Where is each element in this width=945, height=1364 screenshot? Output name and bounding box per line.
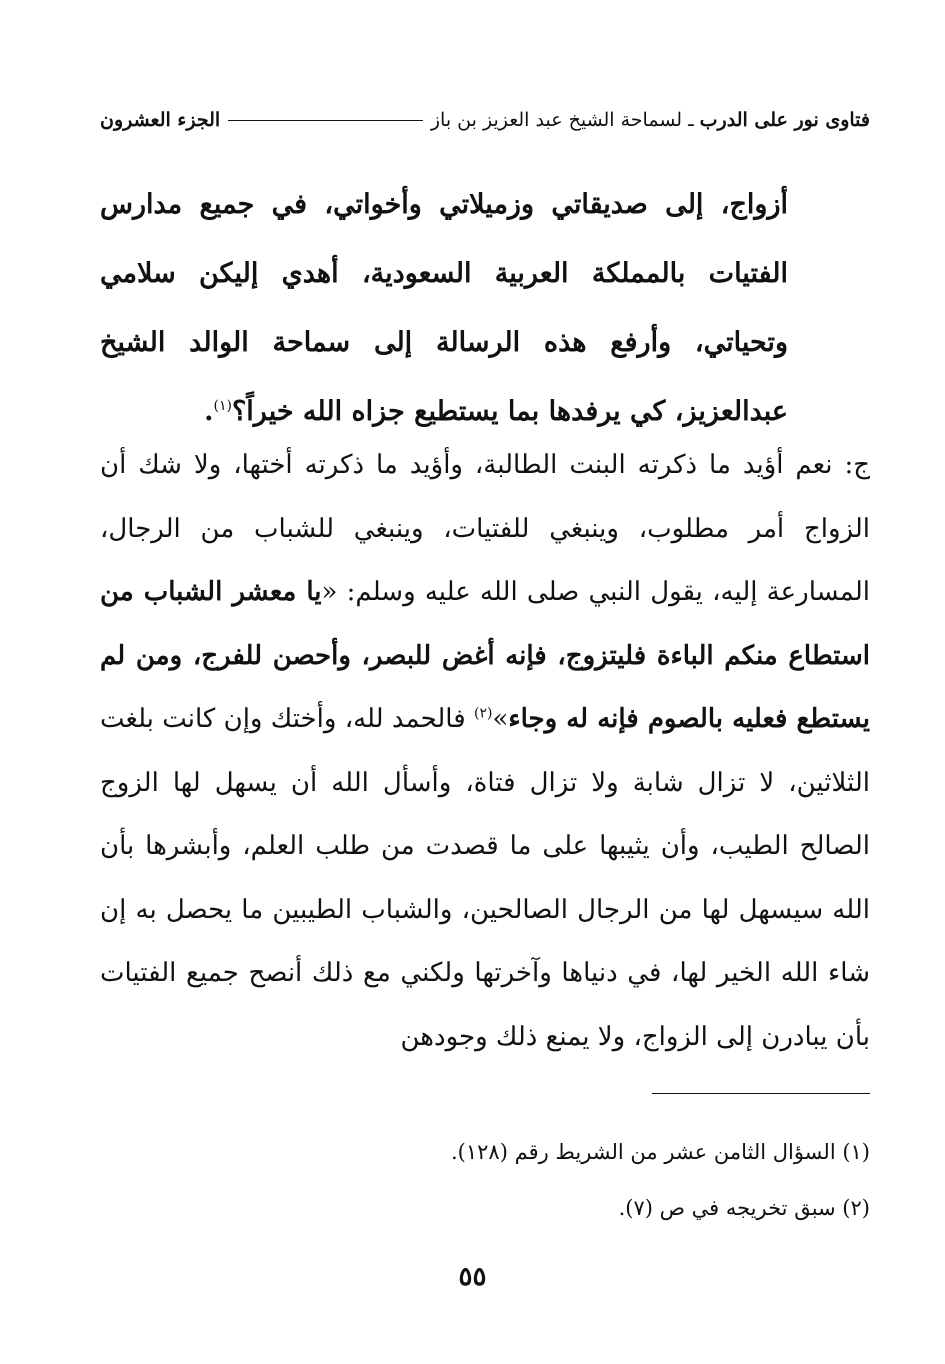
footnote-1: (١) السؤال الثامن عشر من الشريط رقم (١٢٨).: [451, 1140, 870, 1164]
running-header: [100, 100, 870, 140]
footnotes: [100, 1124, 870, 1236]
book-title: فتاوى نور على الدرب: [699, 109, 870, 131]
header-rule: [228, 120, 423, 121]
volume-label: الجزء العشرون: [100, 109, 221, 131]
header-separator: ـ: [688, 109, 694, 131]
hadith-close-quote: »: [492, 704, 509, 734]
question-body: أزواج، إلى صديقاتي وزميلاتي وأخواتي، في جميع مدارس الفتيات بالمملكة العربية السعودية، أهدي إليكن سلامي وتحياتي، وأرفع هذه الرسالة إلى سماحة الوالد الشيخ عبدالعزيز، كي يرفدها بما يستطيع جزاه الله خيراً؟: [100, 189, 788, 427]
answer-intro: ج: نعم أؤيد ما ذكرته البنت الطالبة، وأؤيد ما ذكرته أختها، ولا شك أن الزواج أمر مطلوب، وينبغي للفتيات، وينبغي للشباب من الرجال، المسارعة إليه، يقول النبي صلى الله عليه وسلم: «: [100, 450, 870, 607]
hadith-quote: يا معشر الشباب من استطاع منكم الباءة فليتزوج، فإنه أغض للبصر، وأحصن للفرج، ومن لم يستطع فعليه بالصوم فإنه له وجاء: [100, 577, 870, 734]
footnote-2: (٢) سبق تخريجه في ص (٧).: [618, 1196, 870, 1220]
question-end: .: [204, 396, 214, 427]
author-line: لسماحة الشيخ عبد العزيز بن باز: [430, 109, 683, 131]
page-number: ٥٥: [458, 1262, 487, 1292]
footnote-ref-1: (١): [213, 398, 232, 414]
question-text: [100, 170, 788, 446]
footnote-divider: [652, 1093, 870, 1094]
answer-text: [100, 434, 870, 1069]
answer-continuation: فالحمد لله، وأختك وإن كانت بلغت الثلاثين، لا تزال شابة ولا تزال فتاة، وأسأل الله أن يسهل لها الزوج الصالح الطيب، وأن يثيبها على ما قصدت من طلب العلم، وأبشرها بأن الله سيسهل لها من الرجال الصالحين، والشباب الطيبين ما يحصل به إن شاء الله الخير لها، في دنياها وآخرتها ولكني مع ذلك أنصح جميع الفتيات بأن يبادرن إلى الزواج، ولا يمنع ذلك وجودهن: [100, 704, 870, 1052]
footnote-ref-2: (٢): [473, 705, 493, 722]
